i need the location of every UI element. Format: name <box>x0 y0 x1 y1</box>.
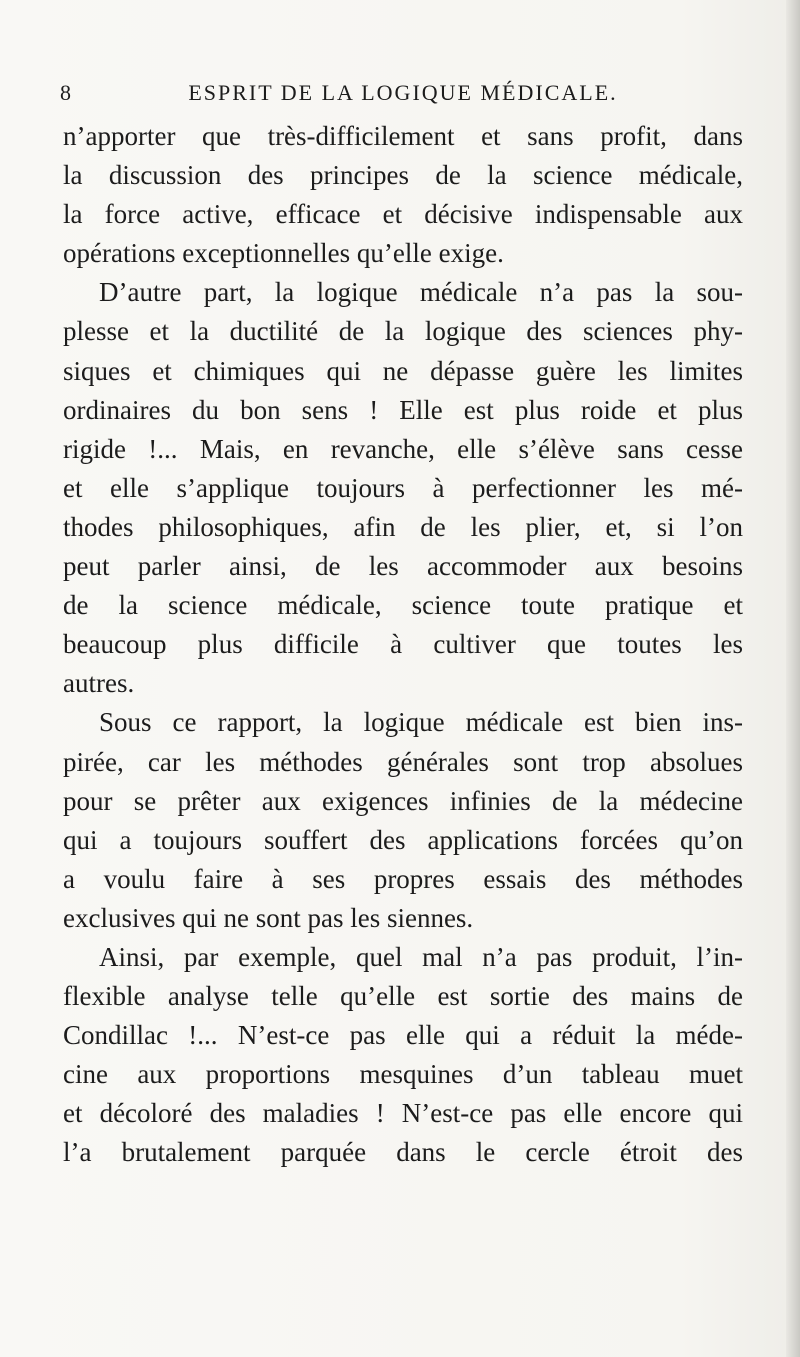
text-line: flexible analyse telle qu’elle est sortie des mains de <box>63 981 743 1012</box>
text-line: D’autre part, la logique médicale n’a pas la sou- <box>99 277 743 308</box>
text-line: autres. <box>63 668 135 699</box>
page-number: 8 <box>60 80 72 105</box>
text-line: l’a brutalement parquée dans le cercle étroit des <box>63 1137 743 1168</box>
page-edge-shadow <box>786 0 800 1357</box>
text-line: peut parler ainsi, de les accommoder aux besoins <box>63 551 743 582</box>
text-line: exclusives qui ne sont pas les siennes. <box>63 902 474 933</box>
text-line: plesse et la ductilité de la logique des sciences phy- <box>63 316 743 347</box>
text-line: pirée, car les méthodes générales sont trop absolues <box>63 746 743 777</box>
text-line: thodes philosophiques, afin de les plier, et, si l’on <box>63 511 743 542</box>
text-line: beaucoup plus difficile à cultiver que toutes les <box>63 629 743 660</box>
text-line: pour se prêter aux exigences infinies de la médecine <box>63 785 743 816</box>
text-line: Sous ce rapport, la logique médicale est bien ins- <box>99 707 743 738</box>
text-line: et décoloré des maladies ! N’est-ce pas elle encore qui <box>63 1098 743 1129</box>
text-line: n’apporter que très-difficilement et sans profit, dans <box>63 121 743 151</box>
text-line: la force active, efficace et décisive indispensable aux <box>63 199 743 230</box>
text-line: la discussion des principes de la science médicale, <box>63 160 743 191</box>
page-header <box>60 74 746 110</box>
text-line: a voulu faire à ses propres essais des méthodes <box>63 863 743 894</box>
text-line: et elle s’applique toujours à perfectionner les mé- <box>63 472 743 503</box>
text-line: qui a toujours souffert des applications forcées qu’on <box>63 824 743 855</box>
text-line: opérations exceptionnelles qu’elle exige. <box>63 238 504 269</box>
running-title: ESPRIT DE LA LOGIQUE MÉDICALE. <box>188 80 618 105</box>
text-line: rigide !... Mais, en revanche, elle s’élève sans cesse <box>63 433 743 464</box>
text-line: ordinaires du bon sens ! Elle est plus roide et plus <box>63 394 743 425</box>
text-line: siques et chimiques qui ne dépasse guère les limites <box>63 355 743 386</box>
text-line: Condillac !... N’est-ce pas elle qui a réduit la méde- <box>63 1020 743 1051</box>
body-text <box>63 117 743 1173</box>
text-line: cine aux proportions mesquines d’un tableau muet <box>63 1059 743 1090</box>
text-line: de la science médicale, science toute pratique et <box>63 590 743 621</box>
text-line: Ainsi, par exemple, quel mal n’a pas produit, l’in- <box>99 941 743 972</box>
